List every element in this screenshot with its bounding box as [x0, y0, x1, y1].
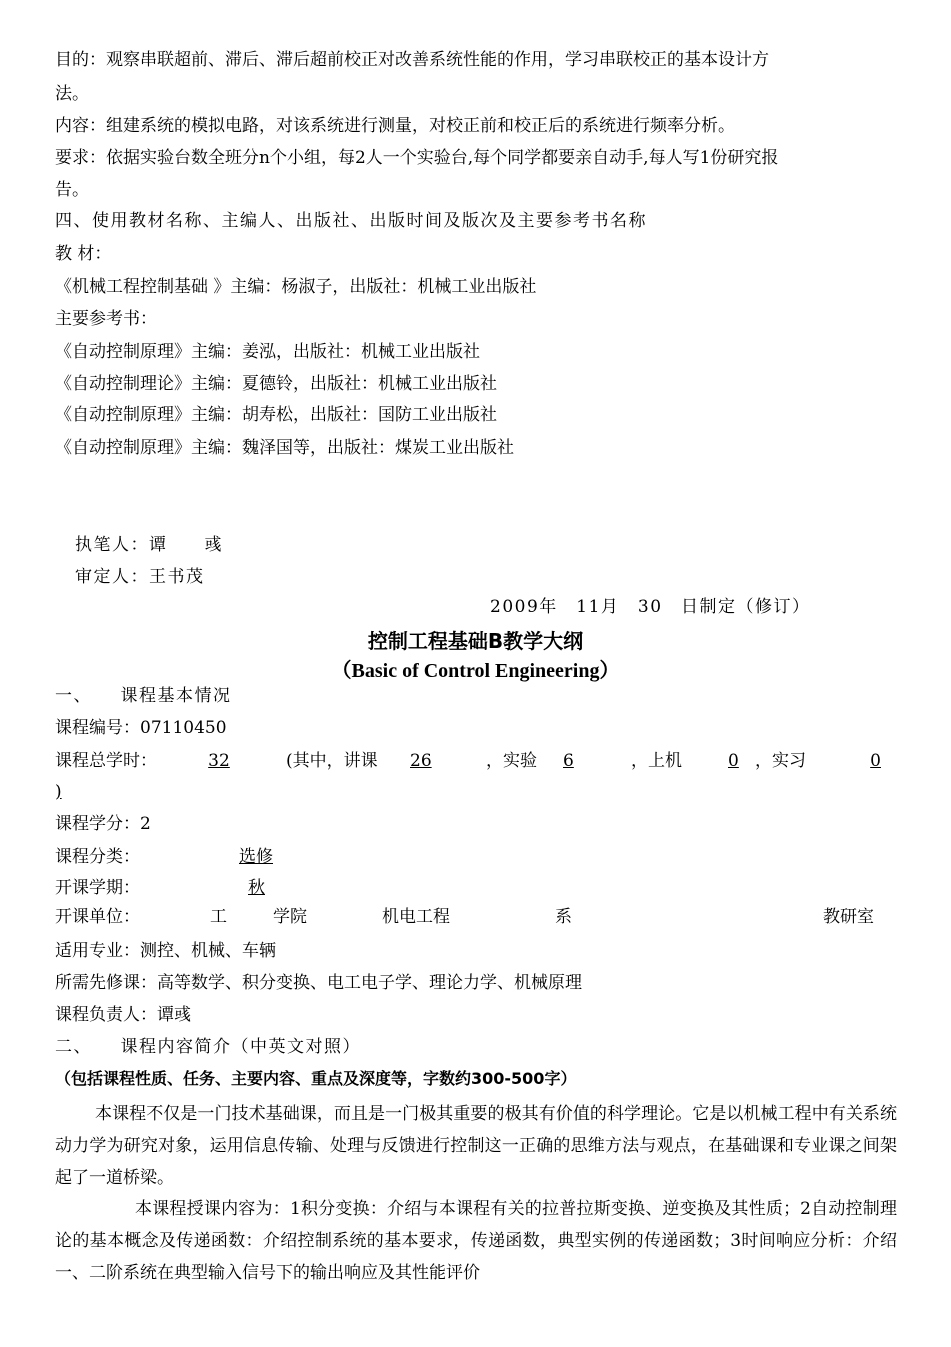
dept-xi: 系: [555, 907, 572, 927]
hours-computer-label: ，上机: [631, 751, 682, 771]
prerequisites: 所需先修课：高等数学、积分变换、电工电子学、理论力学、机械原理: [55, 973, 582, 993]
majors: 适用专业：测控、机械、车辆: [55, 941, 276, 961]
hours-practice: 0: [870, 751, 881, 771]
requirement-line-1: 要求：依据实验台数全班分n个小组，每2人一个实验台,每个同学都要亲自动手,每人写1份研究报: [55, 148, 779, 168]
course-owner: 课程负责人：谭彧: [55, 1005, 191, 1025]
reviewer-line: 审定人：王书茂: [75, 567, 205, 587]
hours-practice-label: ，实习: [755, 751, 806, 771]
requirement-line-2: 告。: [55, 180, 89, 200]
intro-paragraph-1: 本课程不仅是一门技术基础课，而且是一门极其重要的极其有价值的科学理论。它是以机械工程中有关系统动力学为研究对象，运用信息传输、处理与反馈进行控制这一正确的思维方法与观点，在基础课和专业课之间架起了一道桥梁。: [55, 1104, 897, 1188]
credits: 课程学分：2: [55, 814, 151, 834]
section4-heading: 四、使用教材名称、主编人、出版社、出版时间及版次及主要参考书名称: [55, 211, 647, 231]
date-line: 2009年 11月 30 日制定（修订）: [490, 597, 811, 617]
category-label: 课程分类：: [55, 847, 140, 867]
content-line: 内容：组建系统的模拟电路，对该系统进行测量，对校正前和校正后的系统进行频率分析。: [55, 116, 735, 136]
hours-total: 32: [208, 751, 230, 771]
dept-dept: 机电工程: [382, 907, 450, 927]
intro-paragraph-2: 本课程授课内容为：1积分变换：介绍与本课程有关的拉普拉斯变换、逆变换及其性质；2自动控制理论的基本概念及传递函数：介绍控制系统的基本要求，传递函数，典型实例的传递函数；3时间响应分析：介绍一、二阶系统在典型输入信号下的输出响应及其性能评价: [55, 1199, 897, 1283]
reference-item: 《自动控制原理》主编：胡寿松，出版社：国防工业出版社: [55, 405, 497, 425]
syllabus-title: 控制工程基础B教学大纲: [367, 629, 584, 653]
purpose-line-2: 法。: [55, 84, 89, 104]
reference-item: 《自动控制理论》主编：夏德铃，出版社：机械工业出版社: [55, 374, 497, 394]
hours-lab-label: ，实验: [486, 751, 537, 771]
refs-label: 主要参考书：: [55, 309, 157, 329]
section2-heading: 二、 课程内容简介（中英文对照）: [55, 1037, 361, 1057]
category-value: 选修: [239, 847, 273, 867]
section2-note: （包括课程性质、任务、主要内容、重点及深度等，字数约300-500字）: [55, 1069, 577, 1088]
hours-lecture: 26: [410, 751, 432, 771]
reference-item: 《自动控制原理》主编：魏泽国等，出版社：煤炭工业出版社: [55, 438, 514, 458]
purpose-line-1: 目的：观察串联超前、滞后、滞后超前校正对改善系统性能的作用，学习串联校正的基本设计方: [55, 50, 769, 70]
hours-lab: 6: [563, 751, 574, 771]
semester-label: 开课学期：: [55, 878, 140, 898]
textbook-label: 教 材：: [55, 244, 112, 264]
hours-lecture-label: (其中，讲课: [286, 751, 378, 771]
dept-office: 教研室: [823, 907, 874, 927]
hours-close: ): [55, 782, 62, 802]
dept-college-2: 学院: [273, 907, 307, 927]
textbook-entry: 《机械工程控制基础 》主编：杨淑子，出版社：机械工业出版社: [55, 277, 537, 297]
hours-computer: 0: [728, 751, 739, 771]
hours-label: 课程总学时：: [55, 751, 157, 771]
section1-heading: 一、 课程基本情况: [55, 686, 232, 706]
course-code: 课程编号：07110450: [55, 718, 227, 738]
semester-value: 秋: [248, 878, 265, 898]
author-line: 执笔人：谭 彧: [75, 535, 223, 555]
reference-item: 《自动控制原理》主编：姜泓，出版社：机械工业出版社: [55, 342, 480, 362]
dept-label: 开课单位：: [55, 907, 140, 927]
syllabus-title-english: （Basic of Control Engineering）: [331, 660, 620, 682]
dept-college-1: 工: [210, 907, 227, 927]
